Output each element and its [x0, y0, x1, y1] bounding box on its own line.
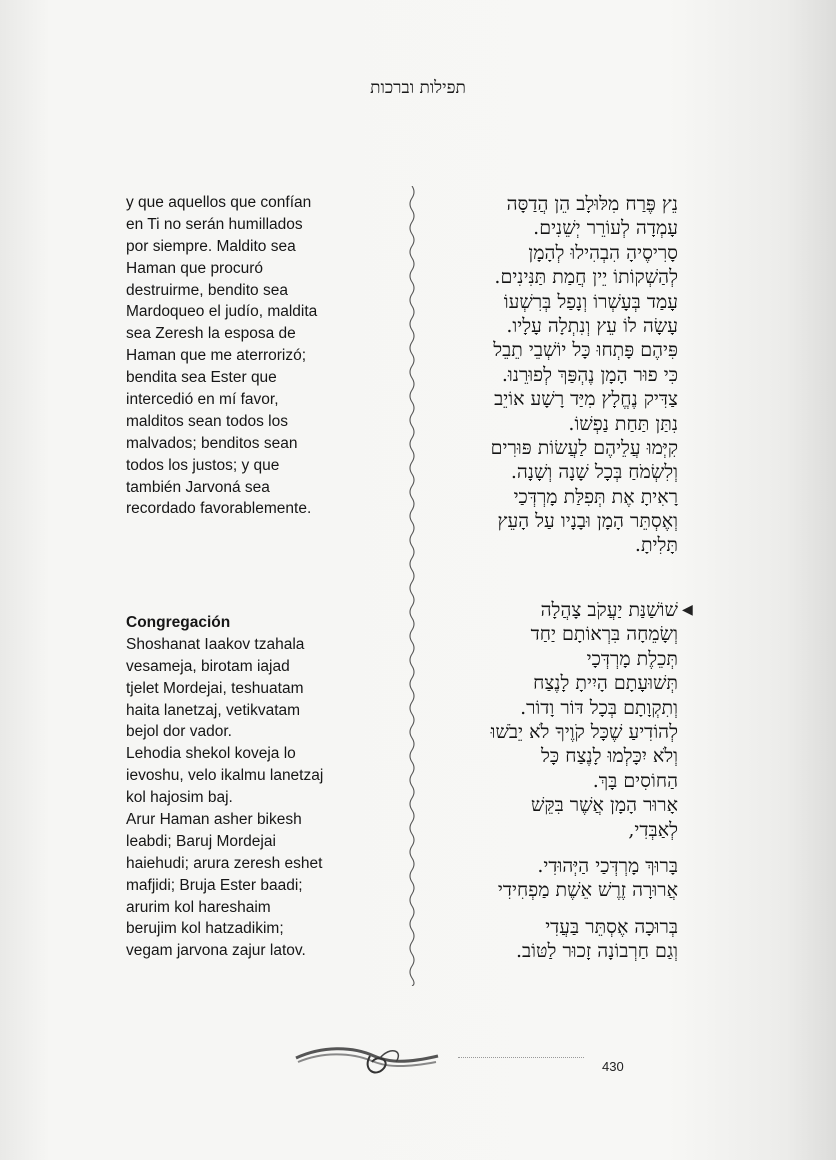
hebrew-line: שׁוֹשַׁנַּת יַעֲקֹב צָהֲלָה	[540, 599, 678, 621]
text-line: Arur Haman asher bikesh	[126, 811, 302, 829]
text-line: leabdi; Baruj Mordejai	[126, 832, 276, 850]
text-line: vegam jarvona zajur latov.	[126, 942, 306, 960]
text-line: en Ti no serán humillados	[126, 215, 303, 233]
hebrew-line: וְלֹא יִכָּלְמוּ לָנֶצַח כָּל	[541, 745, 678, 768]
text-line: todos los justos; y que	[126, 456, 280, 474]
hebrew-line: וְגַם חַרְבוֹנָה זָכוּר לַטּוֹב.	[515, 940, 678, 963]
wavy-divider	[405, 186, 419, 986]
decorative-ribbon-icon	[292, 1036, 442, 1082]
hebrew-text-block-1	[438, 192, 678, 558]
hebrew-line: וְשָׂמֵחָה בִּרְאוֹתָם יַחַד	[530, 623, 678, 646]
spanish-translation	[126, 192, 376, 520]
hebrew-line: נִתַּן תַּחַת נַפְשׁוֹ.	[568, 412, 678, 435]
hebrew-line: עָשָׂה לוֹ עֵץ וְנִתְלָה עָלָיו.	[506, 314, 678, 337]
text-line: Haman que procuró	[126, 259, 263, 277]
text-line: sea Zeresh la esposa de	[126, 325, 296, 343]
text-line: también Jarvoná sea	[126, 478, 270, 496]
text-line: recordado favorablemente.	[126, 500, 312, 518]
hebrew-text-block-2	[438, 598, 678, 963]
hebrew-line: קִיְּמוּ עֲלֵיהֶם לַעֲשׂוֹת פּוּרִים	[490, 436, 678, 459]
hebrew-line: לְאַבְּדִי,	[628, 818, 678, 841]
text-line: vesameja, birotam iajad	[126, 657, 290, 675]
hebrew-line: תְּכֵלֶת מָרְדְּכָי	[586, 647, 678, 670]
text-line: haiehudi; arura zeresh eshet	[126, 854, 323, 872]
text-line: malvados; benditos sean	[126, 434, 298, 452]
hebrew-line: בָּרוּךְ מָרְדְּכַי הַיְּהוּדִי.	[537, 854, 678, 877]
text-line: mafjidi; Bruja Ester baadi;	[126, 876, 303, 894]
hebrew-line: פִּיהֶם פָּתְחוּ כָּל יוֹשְׁבֵי תֵבֵל	[493, 339, 678, 362]
hebrew-line: עָמְדָה לְעוֹרֵר יְשֵׁנִים.	[533, 217, 678, 240]
page-header: תפילות וברכות	[370, 78, 466, 98]
text-line: kol hajosim baj.	[126, 789, 233, 807]
text-line: arurim kol hareshaim	[126, 898, 271, 916]
text-line: intercedió en mí favor,	[126, 391, 279, 409]
text-line: por siempre. Maldito sea	[126, 237, 296, 255]
hebrew-line: נֵץ פֶּרַח מִלּוּלָב הֵן הֲדַסָּה	[506, 193, 678, 215]
hebrew-line: וְלִשְׂמֹחַ בְּכָל שָׁנָה וְשָׁנָה.	[510, 461, 678, 484]
text-line: destruirme, bendito sea	[126, 281, 288, 299]
hebrew-line: בְּרוּכָה אֶסְתֵּר בַּעֲדִי	[545, 915, 678, 938]
text-line: berujim kol hatzadikim;	[126, 920, 284, 938]
text-line: Lehodia shekol koveja lo	[126, 745, 296, 763]
spacer	[438, 903, 678, 915]
hebrew-line: לְהַשְׁקוֹתוֹ יֵין חֲמַת תַּנִּינִים.	[494, 266, 678, 289]
text-line: bejol dor vador.	[126, 723, 232, 741]
text-line: bendita sea Ester que	[126, 369, 277, 387]
hebrew-line: סָרִיסֶיהָ הִבְהִילוּ לְהָמָן	[528, 241, 678, 264]
hebrew-line: צַדִּיק נֶחֱלָץ מִיַּד רָשָׁע אוֹיֵב	[494, 388, 678, 411]
hebrew-line: הַחוֹסִים בָּךְ.	[592, 769, 678, 792]
hebrew-line: כִּי פוּר הָמָן נֶהְפַּךְ לְפוּרֵנוּ.	[501, 363, 678, 386]
text-line: ievoshu, velo ikalmu lanetzaj	[126, 767, 324, 785]
hebrew-line: עָמַד בְּעָשְׁרוֹ וְנָפַל בְּרִשְׁעוֹ	[503, 290, 678, 313]
hebrew-line: וְתִקְוָתָם בְּכָל דּוֹר וָדוֹר.	[520, 696, 678, 719]
spacer	[438, 842, 678, 854]
page-number: 430	[602, 1059, 624, 1074]
hebrew-line: לְהוֹדִיעַ שֶׁכָּל קֹוֶיךָ לֹא יֵבֹשׁוּ	[490, 720, 678, 743]
congregation-transliteration	[126, 612, 376, 962]
text-line: haita lanetzaj, vetikvatam	[126, 701, 301, 719]
text-line: malditos sean todos los	[126, 412, 288, 430]
text-line: Mardoqueo el judío, maldita	[126, 303, 318, 321]
hebrew-line: תְּשׁוּעָתָם הָיִיתָ לָנֶצַח	[533, 672, 678, 695]
hebrew-line: אָרוּר הָמָן אֲשֶׁר בִּקֵּשׁ	[530, 794, 678, 817]
text-line: Shoshanat Iaakov tzahala	[126, 635, 305, 653]
congregation-heading: Congregación	[126, 614, 231, 631]
text-line: Haman que me aterrorizó;	[126, 347, 307, 365]
hebrew-line: אֲרוּרָה זֶרֶשׁ אֵשֶׁת מַפְחִידִי	[497, 879, 678, 902]
footer-rule	[458, 1057, 584, 1058]
hebrew-line: רָאִיתָ אֶת תְּפִלַּת מָרְדְּכַי	[513, 485, 678, 508]
text-line: tjelet Mordejai, teshuatam	[126, 679, 304, 697]
hebrew-line: תָּלִיתָ.	[634, 534, 678, 557]
hebrew-line: וְאֶסְתֵּר הָמָן וּבָנָיו עַל הָעֵץ	[497, 510, 678, 533]
text-line: y que aquellos que confían	[126, 194, 312, 211]
triangle-marker-icon: ◀	[682, 603, 693, 618]
